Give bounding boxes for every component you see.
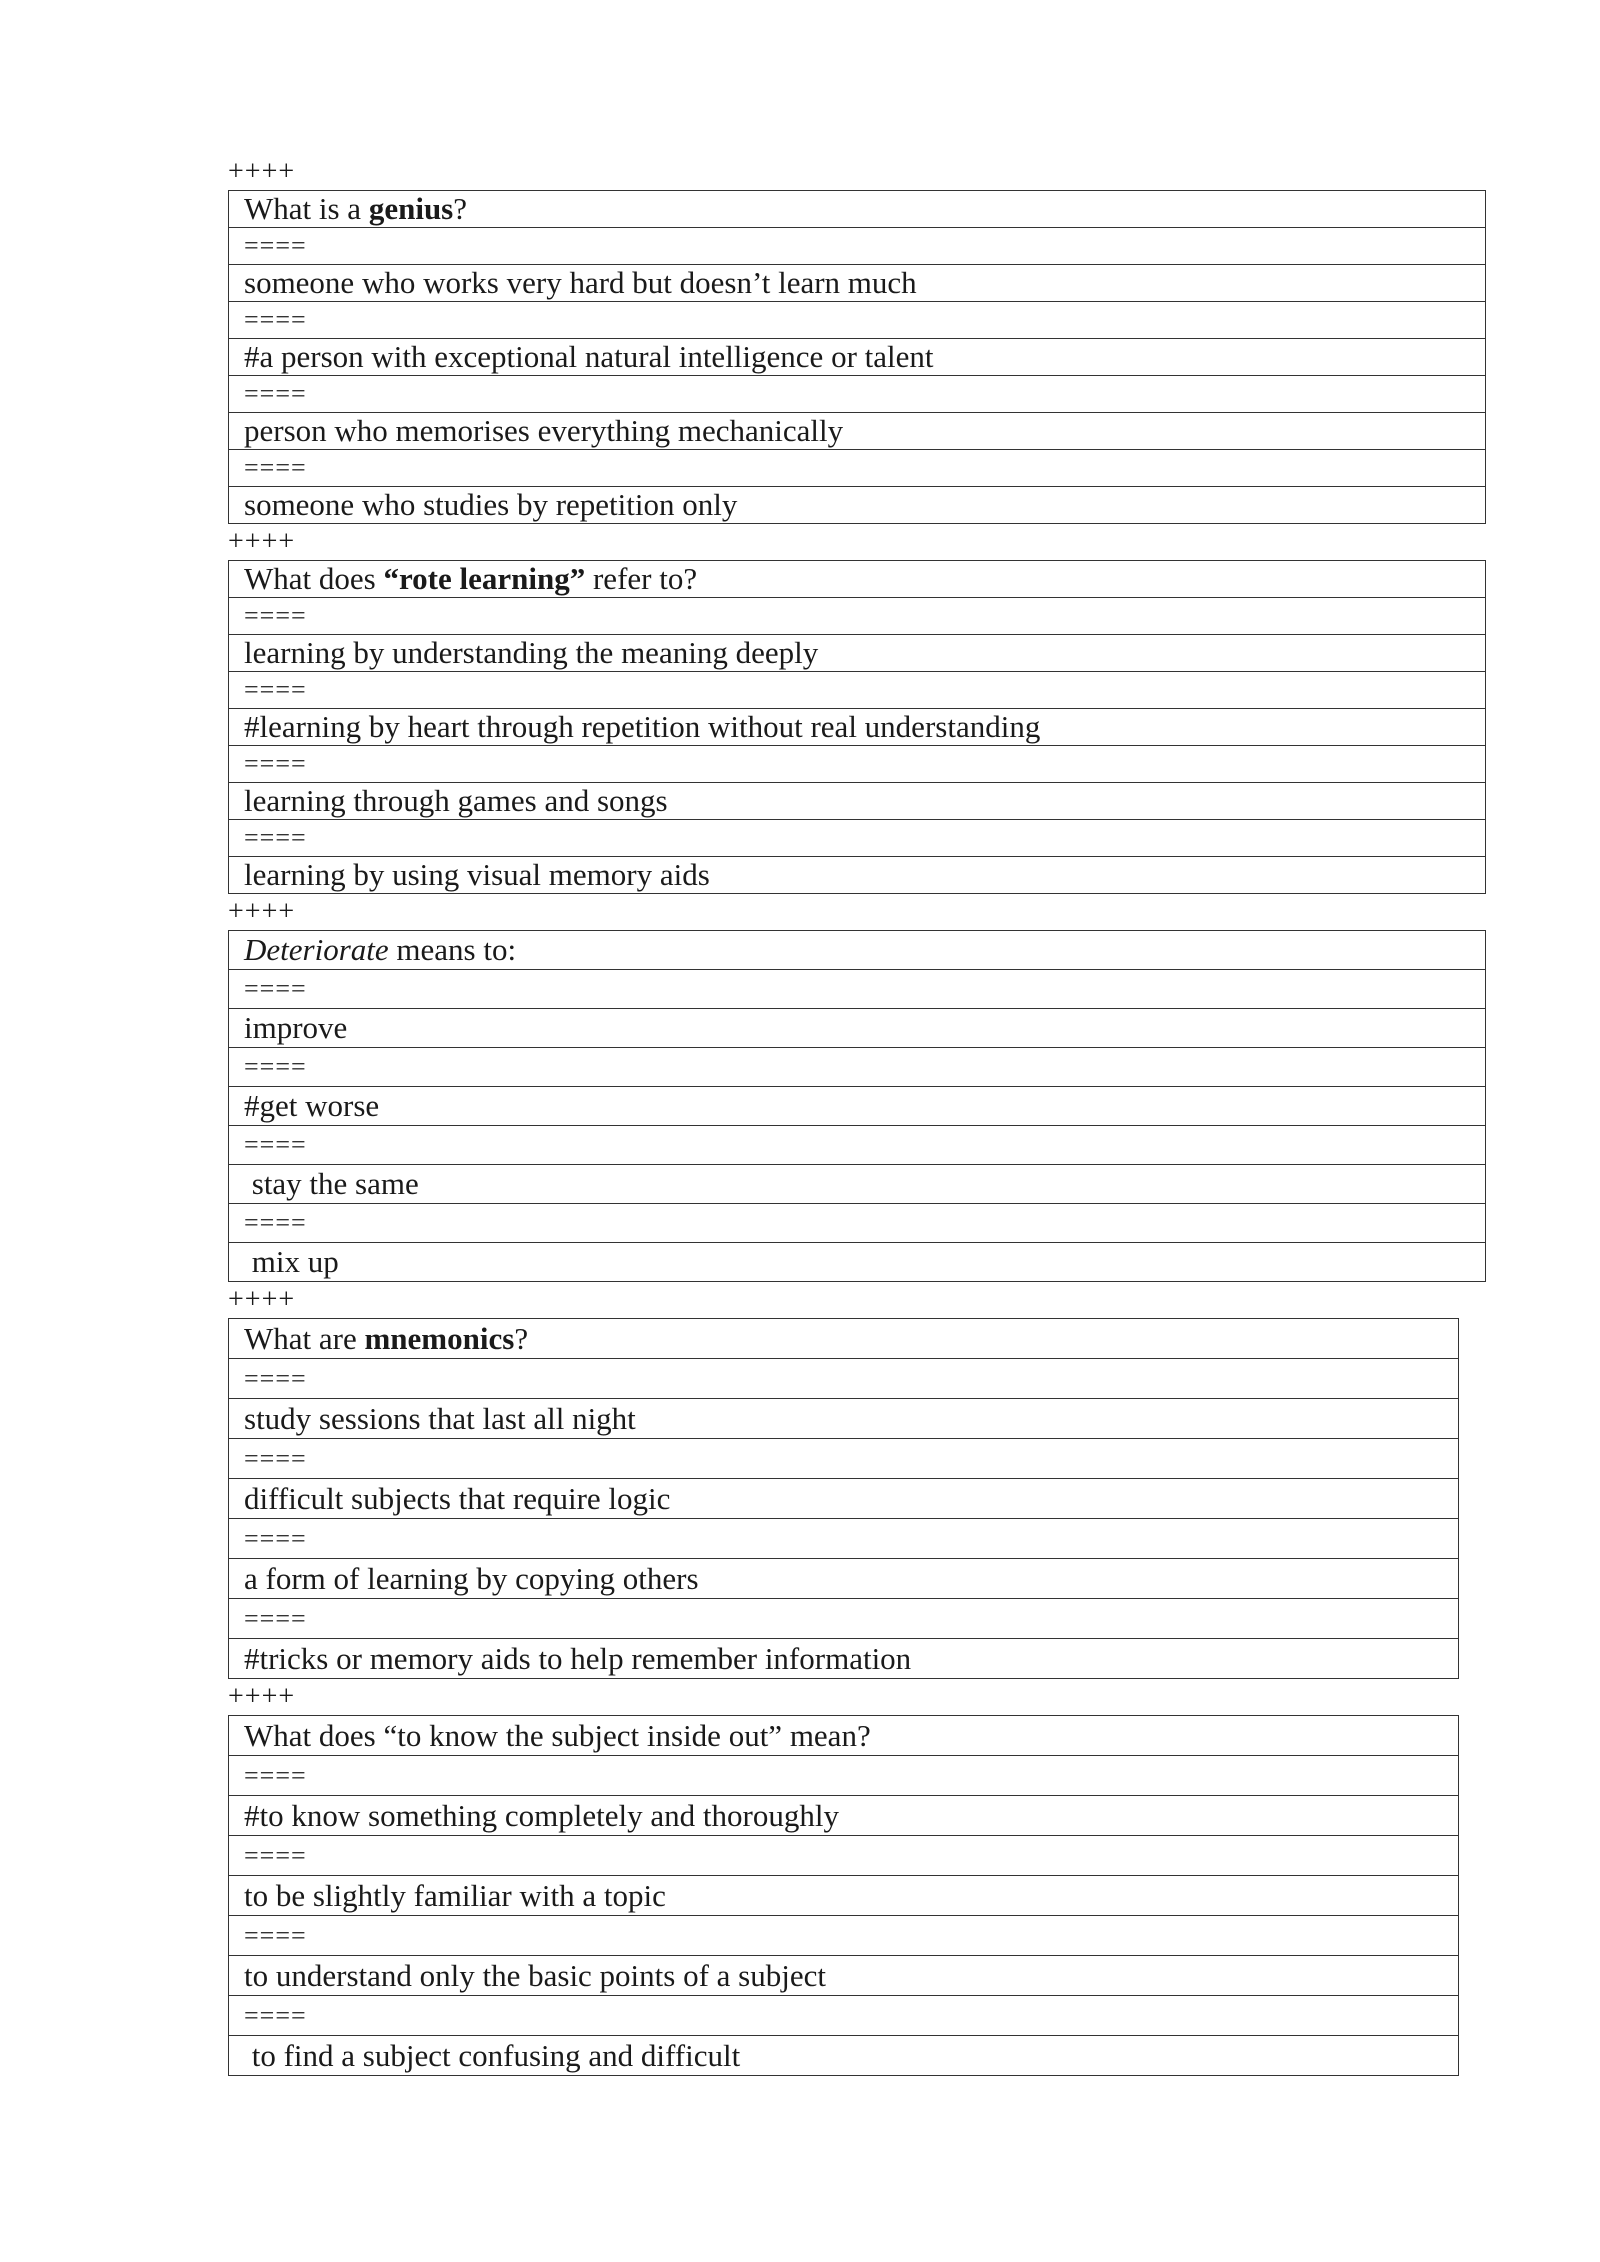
question-separator: ++++: [228, 1284, 296, 1315]
answer-option-correct: #a person with exceptional natural intelligence or talent: [229, 339, 1486, 376]
answer-divider: ====: [229, 1126, 1486, 1165]
answer-option: a form of learning by copying others: [229, 1559, 1459, 1599]
quiz-document: [228, 154, 1528, 2076]
question-stem: What does “to know the subject inside out” mean?: [229, 1716, 1459, 1756]
stem-keyword: “rote learning”: [383, 561, 586, 596]
answer-divider: ====: [229, 1519, 1459, 1559]
answer-divider: ====: [229, 598, 1486, 635]
answer-option: improve: [229, 1009, 1486, 1048]
question-block: [228, 930, 1486, 1282]
answer-option: stay the same: [229, 1165, 1486, 1204]
answer-option: study sessions that last all night: [229, 1399, 1459, 1439]
question-block: [228, 1715, 1459, 2076]
question-stem: Deteriorate means to:: [229, 931, 1486, 970]
answer-option-correct: #learning by heart through repetition without real understanding: [229, 709, 1486, 746]
answer-option: difficult subjects that require logic: [229, 1479, 1459, 1519]
answer-option: person who memorises everything mechanically: [229, 413, 1486, 450]
answer-divider: ====: [229, 672, 1486, 709]
answer-option-correct: #tricks or memory aids to help remember information: [229, 1639, 1459, 1679]
stem-keyword: mnemonics: [364, 1321, 515, 1356]
answer-option-correct: #to know something completely and thoroughly: [229, 1796, 1459, 1836]
answer-option: learning by understanding the meaning deeply: [229, 635, 1486, 672]
answer-divider: ====: [229, 1836, 1459, 1876]
answer-divider: ====: [229, 1599, 1459, 1639]
question-separator: ++++: [228, 896, 296, 927]
answer-divider: ====: [229, 1359, 1459, 1399]
question-stem: What are mnemonics?: [229, 1319, 1459, 1359]
answer-divider: ====: [229, 450, 1486, 487]
answer-divider: ====: [229, 1439, 1459, 1479]
answer-option: to find a subject confusing and difficult: [229, 2036, 1459, 2076]
answer-option: learning through games and songs: [229, 783, 1486, 820]
answer-option: to be slightly familiar with a topic: [229, 1876, 1459, 1916]
answer-divider: ====: [229, 376, 1486, 413]
answer-divider: ====: [229, 746, 1486, 783]
question-block: [228, 560, 1486, 894]
question-separator: ++++: [228, 526, 296, 557]
question-separator: ++++: [228, 1681, 296, 1712]
answer-divider: ====: [229, 820, 1486, 857]
answer-divider: ====: [229, 1048, 1486, 1087]
answer-divider: ====: [229, 970, 1486, 1009]
question-stem: What does “rote learning” refer to?: [229, 561, 1486, 598]
question-block: [228, 190, 1486, 524]
answer-option: learning by using visual memory aids: [229, 857, 1486, 894]
question-separator: ++++: [228, 156, 296, 187]
stem-keyword: Deteriorate: [244, 932, 389, 967]
answer-divider: ====: [229, 1204, 1486, 1243]
stem-keyword: genius: [368, 191, 454, 226]
answer-option: to understand only the basic points of a subject: [229, 1956, 1459, 1996]
answer-option: someone who studies by repetition only: [229, 487, 1486, 524]
answer-divider: ====: [229, 228, 1486, 265]
answer-divider: ====: [229, 302, 1486, 339]
answer-option: mix up: [229, 1243, 1486, 1282]
question-stem: What is a genius?: [229, 191, 1486, 228]
answer-divider: ====: [229, 1996, 1459, 2036]
answer-option: someone who works very hard but doesn’t learn much: [229, 265, 1486, 302]
answer-divider: ====: [229, 1916, 1459, 1956]
answer-divider: ====: [229, 1756, 1459, 1796]
question-block: [228, 1318, 1459, 1679]
answer-option-correct: #get worse: [229, 1087, 1486, 1126]
